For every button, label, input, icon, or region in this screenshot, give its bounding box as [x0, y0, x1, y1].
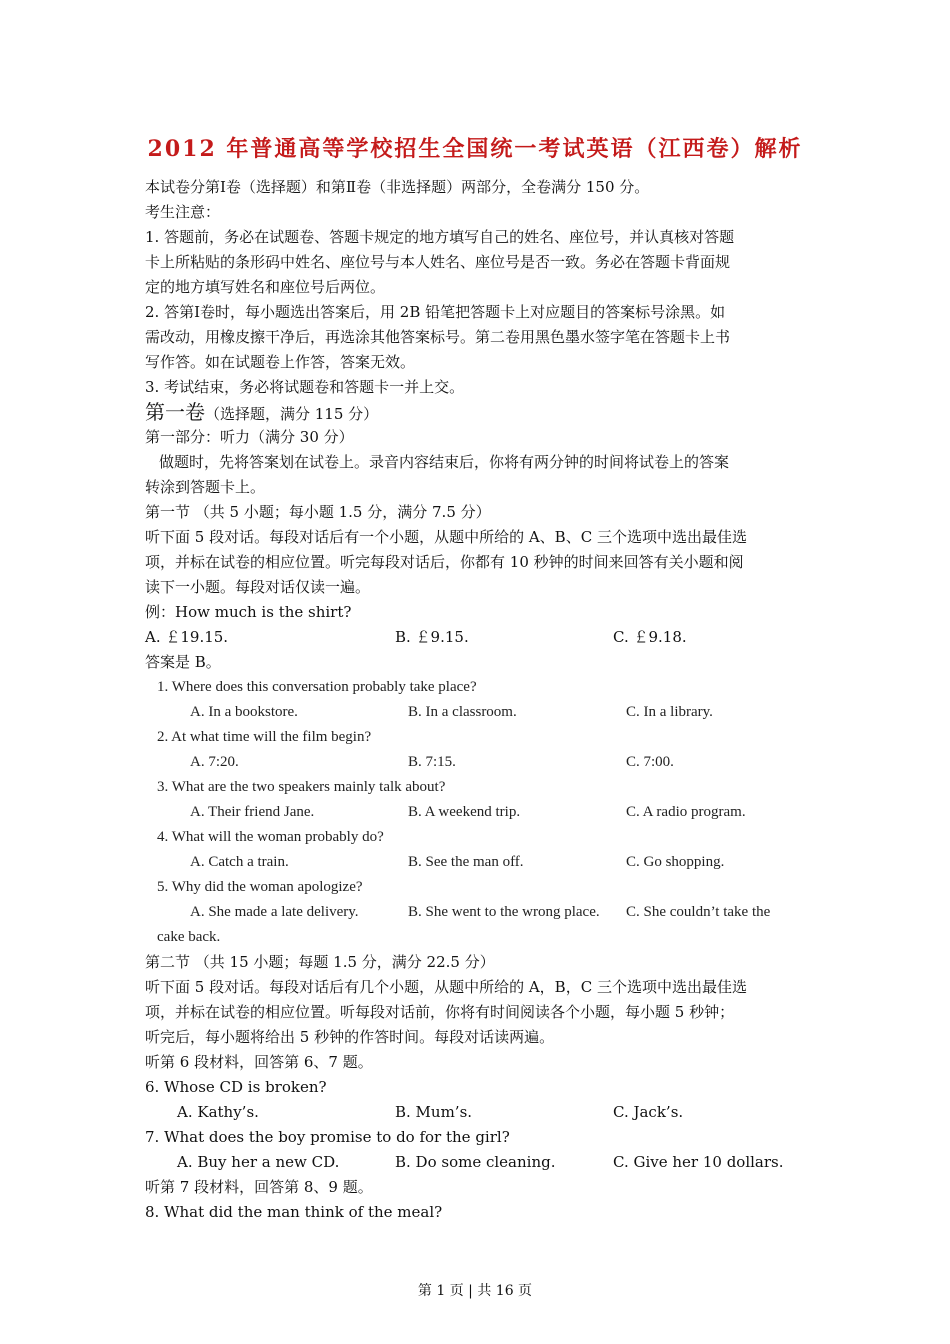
option-c: C. Give her 10 dollars. — [613, 1153, 784, 1171]
question-options — [145, 1150, 805, 1175]
section-description: 听下面 5 段对话。每段对话后有几个小题，从题中所给的 A，B，C 三个选项中选出最佳选 — [145, 978, 747, 996]
question-options — [145, 700, 805, 725]
option-b: B. See the man off. — [408, 854, 524, 870]
part-description: 转涂到答题卡上。 — [145, 478, 266, 496]
material-instruction: 听第 7 段材料，回答第 8、9 题。 — [145, 1178, 373, 1196]
page-footer: 第 1 页 | 共 16 页 — [417, 1283, 533, 1299]
option-b: B. She went to the wrong place. — [408, 904, 600, 920]
option-a: A. Kathy’s. — [177, 1103, 259, 1121]
option-b: B. A weekend trip. — [408, 804, 521, 820]
option-a: A. In a bookstore. — [190, 704, 298, 720]
intro-line: 本试卷分第Ⅰ卷（选择题）和第Ⅱ卷（非选择题）两部分，全卷满分 150 分。 — [145, 178, 650, 196]
option-a: A. Their friend Jane. — [190, 804, 315, 820]
question-options — [145, 850, 805, 875]
option-continuation: cake back. — [157, 929, 221, 945]
volume-note: （选择题，满分 115 分） — [205, 405, 379, 423]
option-a: A. Buy her a new CD. — [177, 1153, 340, 1171]
option-c: C. 7:00. — [626, 754, 674, 770]
option-b: B. ￡9.15. — [395, 628, 469, 646]
question: 7. What does the boy promise to do for the girl? — [145, 1128, 510, 1146]
option-a: A. Catch a train. — [190, 854, 289, 870]
example-question: 例：How much is the shirt? — [145, 603, 352, 621]
volume-heading — [145, 400, 805, 425]
intro-line: 考生注意： — [145, 203, 221, 221]
question-options — [145, 750, 805, 775]
section-description: 项，并标在试卷的相应位置。听完每段对话后，你都有 10 秒钟的时间来回答有关小题和阅 — [145, 553, 744, 571]
question: 4. What will the woman probably do? — [157, 829, 384, 845]
question-options — [145, 800, 805, 825]
intro-line: 写作答。如在试题卷上作答，答案无效。 — [145, 353, 416, 371]
option-a: A. She made a late delivery. — [190, 904, 359, 920]
question: 8. What did the man think of the meal? — [145, 1203, 443, 1221]
option-b: B. Mum’s. — [395, 1103, 473, 1121]
intro-line: 3. 考试结束，务必将试题卷和答题卡一并上交。 — [145, 378, 465, 396]
question-options — [145, 900, 805, 925]
option-c: C. Go shopping. — [626, 854, 725, 870]
question: 6. Whose CD is broken? — [145, 1078, 327, 1096]
example-options — [145, 625, 805, 650]
option-a: A. 7:20. — [190, 754, 239, 770]
question: 2. At what time will the film begin? — [157, 729, 372, 745]
option-c: C. In a library. — [626, 704, 713, 720]
document-body — [145, 175, 805, 1225]
question-options — [145, 1100, 805, 1125]
option-b: B. Do some cleaning. — [395, 1153, 556, 1171]
section-description: 听下面 5 段对话。每段对话后有一个小题，从题中所给的 A、B、C 三个选项中选出最佳选 — [145, 528, 747, 546]
intro-line: 2. 答第Ⅰ卷时，每小题选出答案后，用 2B 铅笔把答题卡上对应题目的答案标号涂黑。如 — [145, 303, 726, 321]
option-b: B. In a classroom. — [408, 704, 517, 720]
question: 5. Why did the woman apologize? — [157, 879, 363, 895]
option-c: C. A radio program. — [626, 804, 746, 820]
section-description: 读下一小题。每段对话仅读一遍。 — [145, 578, 371, 596]
part-description: 做题时，先将答案划在试卷上。录音内容结束后，你将有两分钟的时间将试卷上的答案 — [159, 453, 730, 471]
intro-line: 1. 答题前，务必在试题卷、答题卡规定的地方填写自己的姓名、座位号，并认真核对答题 — [145, 228, 735, 246]
option-c: C. Jack’s. — [613, 1103, 684, 1121]
intro-line: 卡上所粘贴的条形码中姓名、座位号与本人姓名、座位号是否一致。务必在答题卡背面规 — [145, 253, 731, 271]
section-description: 听完后，每小题将给出 5 秒钟的作答时间。每段对话读两遍。 — [145, 1028, 555, 1046]
option-b: B. 7:15. — [408, 754, 456, 770]
question: 1. Where does this conversation probably take place? — [157, 679, 477, 695]
intro-line: 定的地方填写姓名和座位号后两位。 — [145, 278, 386, 296]
example-answer: 答案是 B。 — [145, 653, 221, 671]
question: 3. What are the two speakers mainly talk about? — [157, 779, 446, 795]
material-instruction: 听第 6 段材料，回答第 6、7 题。 — [145, 1053, 373, 1071]
section-heading: 第一节 （共 5 小题；每小题 1.5 分，满分 7.5 分） — [145, 503, 491, 521]
section-description: 项，并标在试卷的相应位置。听每段对话前，你将有时间阅读各个小题，每小题 5 秒钟； — [145, 1003, 735, 1021]
option-a: A. ￡19.15. — [145, 628, 229, 646]
section-heading: 第二节 （共 15 小题；每题 1.5 分，满分 22.5 分） — [145, 953, 495, 971]
option-c: C. ￡9.18. — [613, 628, 687, 646]
volume-title: 第一卷 — [145, 400, 205, 424]
intro-line: 需改动，用橡皮擦干净后，再选涂其他答案标号。第二卷用黑色墨水签字笔在答题卡上书 — [145, 328, 731, 346]
part-heading: 第一部分：听力（满分 30 分） — [145, 428, 354, 446]
option-c: C. She couldn’t take the — [626, 904, 771, 920]
document-title: 2012 年普通高等学校招生全国统一考试英语（江西卷）解析 — [147, 136, 803, 162]
